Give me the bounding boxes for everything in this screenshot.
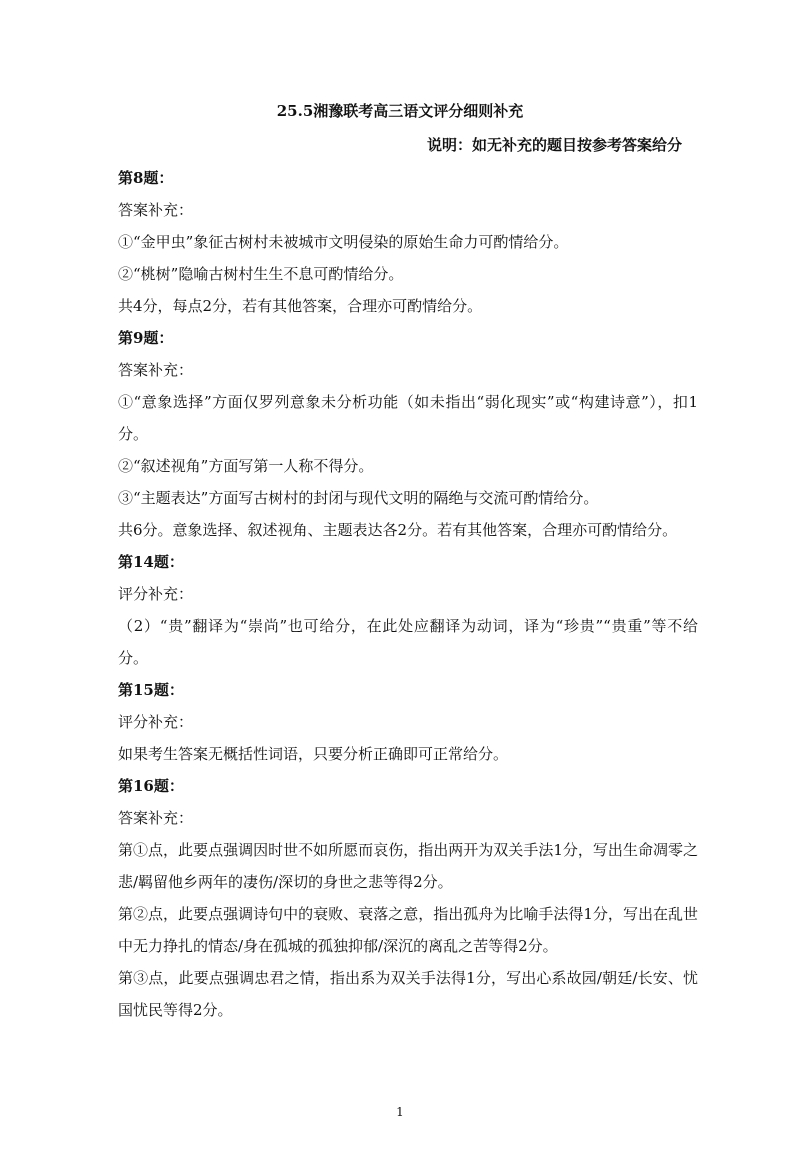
question-heading: 第15题： bbox=[118, 681, 184, 699]
answer-supplement-label: 答案补充： bbox=[118, 201, 194, 219]
paragraph: 如果考生答案无概括性词语，只要分析正确即可正常给分。 bbox=[118, 745, 509, 763]
paragraph: ①“意象选择”方面仅罗列意象未分析功能（如未指出“弱化现实”或“构建诗意”），扣1分。 bbox=[118, 393, 698, 443]
section-q14 bbox=[118, 546, 698, 674]
document-title: 25.5湘豫联考高三语文评分细则补充 bbox=[276, 102, 524, 120]
section-q16 bbox=[118, 770, 698, 1026]
paragraph: ①“金甲虫”象征古树村未被城市文明侵染的原始生命力可酌情给分。 bbox=[118, 233, 569, 251]
section-q9 bbox=[118, 322, 698, 546]
paragraph: 共6分。意象选择、叙述视角、主题表达各2分。若有其他答案，合理亦可酌情给分。 bbox=[118, 521, 678, 539]
scoring-supplement-label: 评分补充： bbox=[118, 585, 194, 603]
paragraph: 共4分，每点2分，若有其他答案，合理亦可酌情给分。 bbox=[118, 297, 483, 315]
paragraph: 第①点，此要点强调因时世不如所愿而哀伤，指出两开为双关手法1分，写出生命凋零之悲/羁留他乡两年的凄伤/深切的身世之悲等得2分。 bbox=[118, 841, 698, 891]
question-heading: 第8题： bbox=[118, 169, 174, 187]
paragraph: （2）“贵”翻译为“崇尚”也可给分，在此处应翻译为动词，译为“珍贵”“贵重”等不给分。 bbox=[118, 617, 698, 667]
paragraph: ③“主题表达”方面写古树村的封闭与现代文明的隔绝与交流可酌情给分。 bbox=[118, 489, 599, 507]
section-q15 bbox=[118, 674, 698, 770]
document-note: 说明：如无补充的题目按参考答案给分 bbox=[426, 136, 682, 154]
paragraph: 第③点，此要点强调忠君之情，指出系为双关手法得1分，写出心系故园/朝廷/长安、忧国忧民等得2分。 bbox=[118, 969, 698, 1019]
paragraph: ②“叙述视角”方面写第一人称不得分。 bbox=[118, 457, 374, 475]
scoring-supplement-label: 评分补充： bbox=[118, 713, 194, 731]
paragraph: ②“桃树”隐喻古树村生生不息可酌情给分。 bbox=[118, 265, 404, 283]
question-heading: 第14题： bbox=[118, 553, 184, 571]
answer-supplement-label: 答案补充： bbox=[118, 809, 194, 827]
paragraph: 第②点，此要点强调诗句中的衰败、衰落之意，指出孤舟为比喻手法得1分，写出在乱世中无力挣扎的情态/身在孤城的孤独抑郁/深沉的离乱之苦等得2分。 bbox=[118, 905, 698, 955]
section-q8 bbox=[118, 162, 698, 322]
document-body bbox=[118, 162, 698, 1026]
answer-supplement-label: 答案补充： bbox=[118, 361, 194, 379]
page-number: 1 bbox=[396, 1105, 404, 1119]
question-heading: 第9题： bbox=[118, 329, 174, 347]
question-heading: 第16题： bbox=[118, 777, 184, 795]
